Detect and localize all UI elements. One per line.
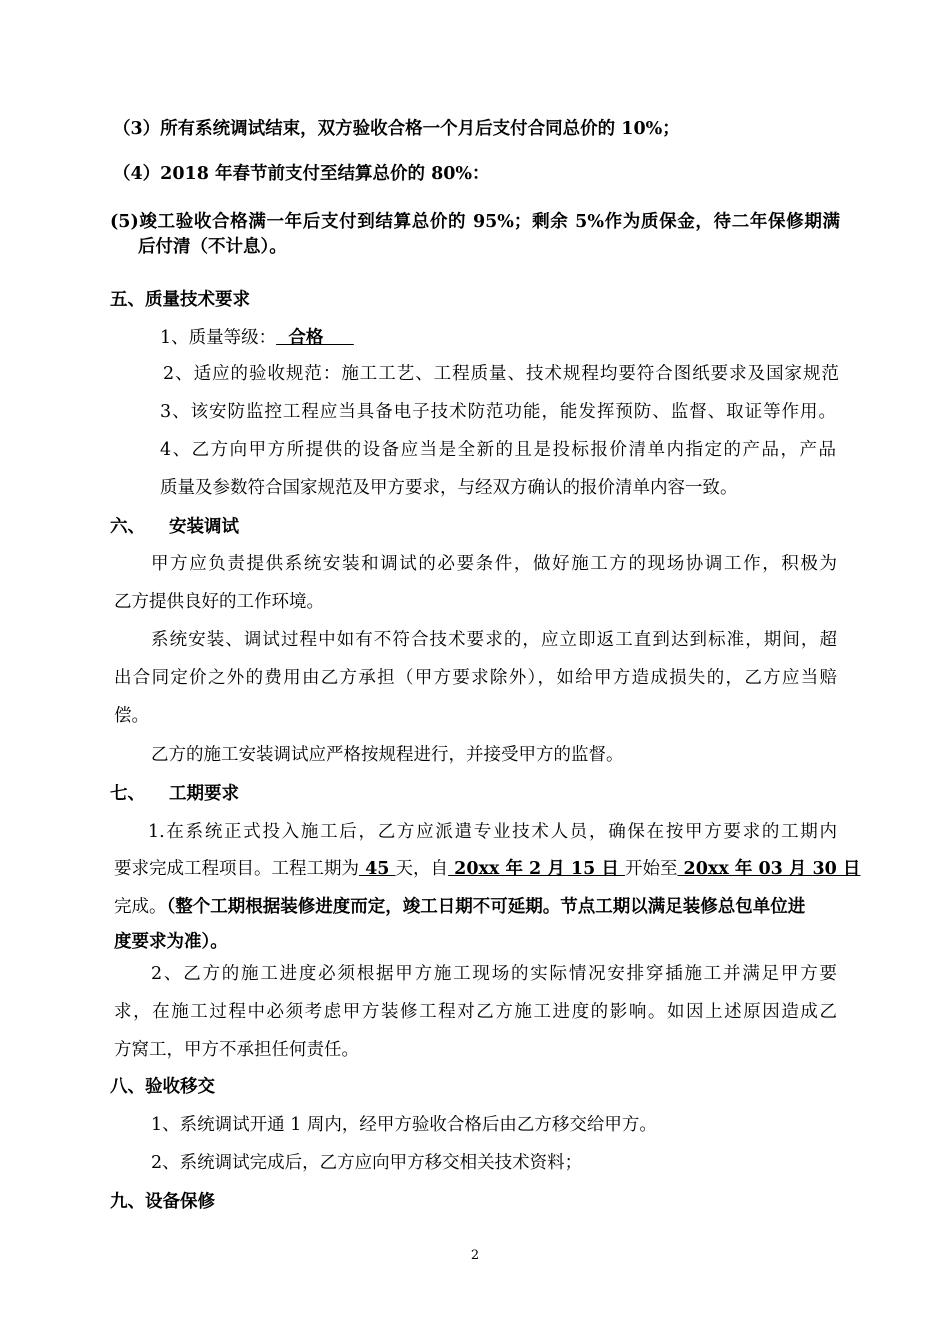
quality-item-2: 2、适应的验收规范：施工工艺、工程质量、技术规程均要符合图纸要求及国家规范 — [163, 364, 839, 384]
install-p2-cont1: 出合同定价之外的费用由乙方承担（甲方要求除外），如给甲方造成损失的，乙方应当赔 — [114, 668, 837, 688]
payment-item-4: （4）2018 年春节前支付至结算总价的 80%： — [113, 164, 490, 184]
install-p1: 甲方应负责提供系统安装和调试的必要条件，做好施工方的现场协调工作，积极为 — [151, 554, 837, 574]
payment-item-5-cont: 后付清（不计息）。 — [138, 237, 287, 257]
quality-item-4: 4、乙方向甲方所提供的设备应当是全新的且是投标报价清单内指定的产品，产品 — [160, 440, 836, 460]
page-number: 2 — [470, 1248, 480, 1263]
schedule-p1-note-cont: 度要求为准）。 — [114, 932, 228, 952]
quality-grade-label: 1、质量等级： — [160, 328, 277, 348]
quality-grade-value: 合格 — [276, 328, 354, 348]
install-p2: 系统安装、调试过程中如有不符合技术要求的，应立即返工直到达到标准，期间，超 — [151, 630, 837, 650]
section-7-title: 工期要求 — [169, 784, 239, 804]
payment-item-3: （3）所有系统调试结束，双方验收合格一个月后支付合同总价的 10%； — [113, 119, 680, 139]
section-6-heading — [110, 515, 239, 539]
schedule-text: 要求完成工程项目。工程工期为 — [114, 859, 359, 879]
schedule-text: 完成。 — [114, 897, 167, 917]
schedule-p2-cont1: 求，在施工过程中必须考虑甲方装修工程对乙方施工进度的影响。如因上述原因造成乙 — [114, 1002, 837, 1022]
schedule-text: 开始至 — [624, 859, 678, 879]
schedule-note-bold: （整个工期根据装修进度而定，竣工日期不可延期。节点工期以满足装修总包单位进 — [166, 897, 806, 917]
start-date: 20xx 年 2 月 15 日 — [448, 859, 625, 879]
schedule-text: 天，自 — [395, 859, 449, 879]
install-p1-cont: 乙方提供良好的工作环境。 — [114, 592, 324, 612]
quality-item-4-cont: 质量及参数符合国家规范及甲方要求，与经双方确认的报价清单内容一致。 — [160, 478, 738, 498]
schedule-p1-dates — [114, 857, 860, 881]
section-5-heading: 五、质量技术要求 — [110, 290, 250, 310]
handover-item-2: 2、系统调试完成后，乙方应向甲方移交相关技术资料； — [151, 1153, 583, 1173]
schedule-p2: 2、乙方的施工进度必须根据甲方施工现场的实际情况安排穿插施工并满足甲方要 — [151, 964, 837, 984]
install-p2-cont2: 偿。 — [114, 706, 149, 726]
section-8-heading: 八、验收移交 — [110, 1077, 215, 1097]
end-date: 20xx 年 03 月 30 日 — [677, 859, 861, 879]
schedule-p1: 1.在系统正式投入施工后，乙方应派遣专业技术人员，确保在按甲方要求的工期内 — [148, 822, 837, 842]
section-6-title: 安装调试 — [169, 517, 239, 537]
section-7-number: 七、 — [110, 784, 145, 804]
section-7-heading — [110, 782, 239, 806]
section-9-heading: 九、设备保修 — [110, 1192, 215, 1212]
quality-item-3: 3、该安防监控工程应当具备电子技术防范功能，能发挥预防、监督、取证等作用。 — [160, 402, 836, 422]
quality-grade — [160, 326, 354, 350]
install-p3: 乙方的施工安装调试应严格按规程进行，并接受甲方的监督。 — [151, 745, 624, 765]
duration-days: 45 — [359, 859, 396, 879]
schedule-p1-note — [114, 895, 805, 919]
payment-item-5: (5)竣工验收合格满一年后支付到结算总价的 95%；剩余 5%作为质保金，待二年保修期满 — [110, 212, 840, 232]
schedule-p2-cont2: 方窝工，甲方不承担任何责任。 — [114, 1040, 359, 1060]
section-6-number: 六、 — [110, 517, 145, 537]
handover-item-1: 1、系统调试开通 1 周内，经甲方验收合格后由乙方移交给甲方。 — [151, 1115, 657, 1135]
